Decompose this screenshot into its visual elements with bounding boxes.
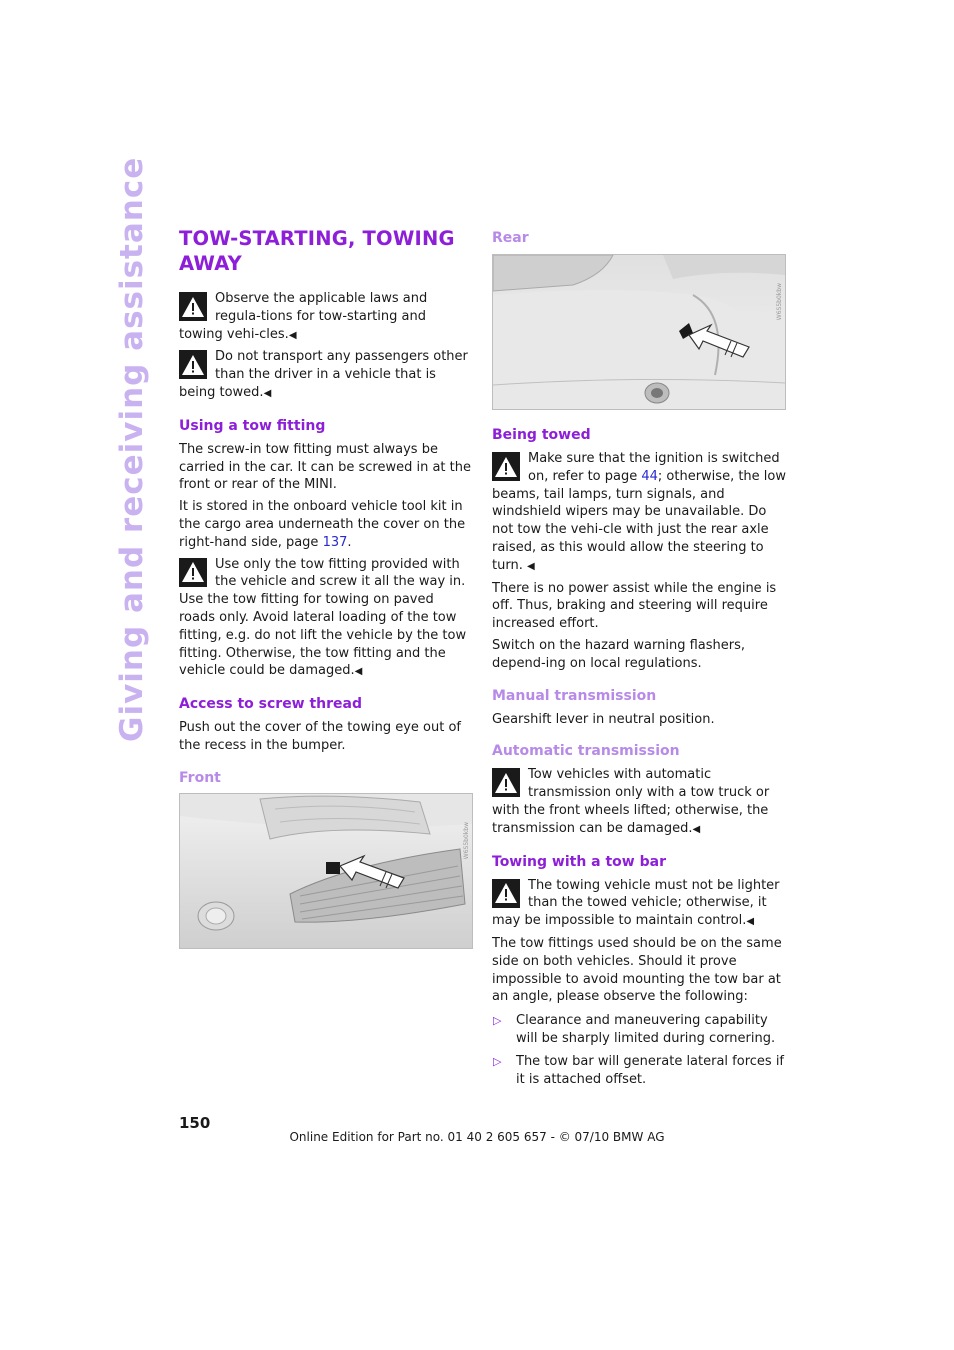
warning-triangle-icon xyxy=(179,558,207,587)
end-triangle-icon: ◀ xyxy=(692,823,701,835)
heading-rear: Rear xyxy=(492,230,529,246)
end-triangle-icon: ◀ xyxy=(263,387,272,399)
bullet-list xyxy=(492,1012,786,1088)
bullet-triangle-icon: ▷ xyxy=(493,1054,502,1068)
paragraph: The screw-in tow fitting must always be carried in the car. It can be screwed in at the front or rear of the MINI. xyxy=(179,441,471,493)
list-item: ▷ The tow bar will generate lateral forces if it is attached offset. xyxy=(493,1053,785,1087)
end-triangle-icon: ◀ xyxy=(746,916,755,928)
end-triangle-icon: ◀ xyxy=(288,329,297,341)
warning-triangle-icon xyxy=(179,350,207,379)
heading-manual-transmission: Manual transmission xyxy=(492,687,657,704)
bullet-triangle-icon: ▷ xyxy=(493,1014,502,1028)
warning-note: Make sure that the ignition is switched on, refer to page 44; otherwise, the low beams, tail lamps, turn signals, and windshield wipers may be unavailable. Do not tow the vehi-cle with just the rear axle raised, as this would allow the steering to turn. ◀ xyxy=(492,451,786,573)
footer: Online Edition for Part no. 01 40 2 605 657 - © 07/10 BMW AG xyxy=(289,1130,665,1144)
paragraph: There is no power assist while the engine is off. Thus, braking and steering will require increased effort. xyxy=(492,580,777,632)
heading-automatic-transmission: Automatic transmission xyxy=(492,743,680,760)
warning-note: Observe the applicable laws and regula-tions for tow-starting and towing vehi-cles.◀ xyxy=(179,291,428,342)
page-link[interactable]: 44 xyxy=(641,468,658,484)
chapter-side-title: Giving and receiving assistance xyxy=(114,156,150,742)
paragraph: Switch on the hazard warning flashers, depend-ing on local regulations. xyxy=(492,637,746,671)
paragraph: The tow fittings used should be on the same side on both vehicles. Should it prove impossible to avoid mounting the tow bar at an angle, please observe the following: xyxy=(492,935,782,1005)
list-item: ▷ Clearance and maneuvering capability will be sharply limited during cornering. xyxy=(493,1013,776,1046)
warning-note: Tow vehicles with automatic transmission only with a tow truck or with the front wheels lifted; otherwise, the transmission can be damaged.◀ xyxy=(492,767,770,836)
section-title: TOW-STARTING, TOWING AWAY xyxy=(179,227,455,275)
right-column xyxy=(492,226,786,1093)
heading-access-screw-thread: Access to screw thread xyxy=(179,696,363,713)
warning-triangle-icon xyxy=(492,879,520,908)
paragraph: Push out the cover of the towing eye out of the recess in the bumper. xyxy=(179,720,461,753)
warning-triangle-icon xyxy=(492,768,520,797)
heading-being-towed: Being towed xyxy=(492,427,591,443)
heading-front: Front xyxy=(179,769,221,786)
warning-triangle-icon xyxy=(492,452,520,481)
page-number: 150 xyxy=(179,1114,211,1132)
warning-note: The towing vehicle must not be lighter than the towed vehicle; otherwise, it may be impossible to maintain control.◀ xyxy=(492,877,780,929)
heading-towing-tow-bar: Towing with a tow bar xyxy=(492,853,666,870)
left-column xyxy=(179,226,471,955)
page-link[interactable]: 137 xyxy=(322,534,348,550)
heading-using-tow-fitting: Using a tow fitting xyxy=(179,417,326,434)
end-triangle-icon: ◀ xyxy=(354,666,363,678)
warning-triangle-icon xyxy=(179,292,207,321)
end-triangle-icon: ◀ xyxy=(526,560,535,572)
warning-note: Use only the tow fitting provided with the vehicle and screw it all the way in. Use the tow fitting for towing on paved roads only. Avoid lateral loading of the tow fitting, e.g. do not lift the vehicle by the tow fitting. Otherwise, the tow fitting and the vehicle could be damaged.◀ xyxy=(179,556,467,679)
paragraph: Gearshift lever in neutral position. xyxy=(492,711,715,727)
figure-code: W6S5b0kbw xyxy=(463,821,470,859)
paragraph: It is stored in the onboard vehicle tool kit in the cargo area underneath the cover on the right-hand side, page 137. xyxy=(179,499,466,550)
front-bumper-figure xyxy=(179,793,473,949)
rear-bumper-figure xyxy=(492,254,786,410)
figure-code: W6S5b0kbw xyxy=(776,283,783,321)
warning-note: Do not transport any passengers other than the driver in a vehicle that is being towed.◀ xyxy=(179,349,468,400)
